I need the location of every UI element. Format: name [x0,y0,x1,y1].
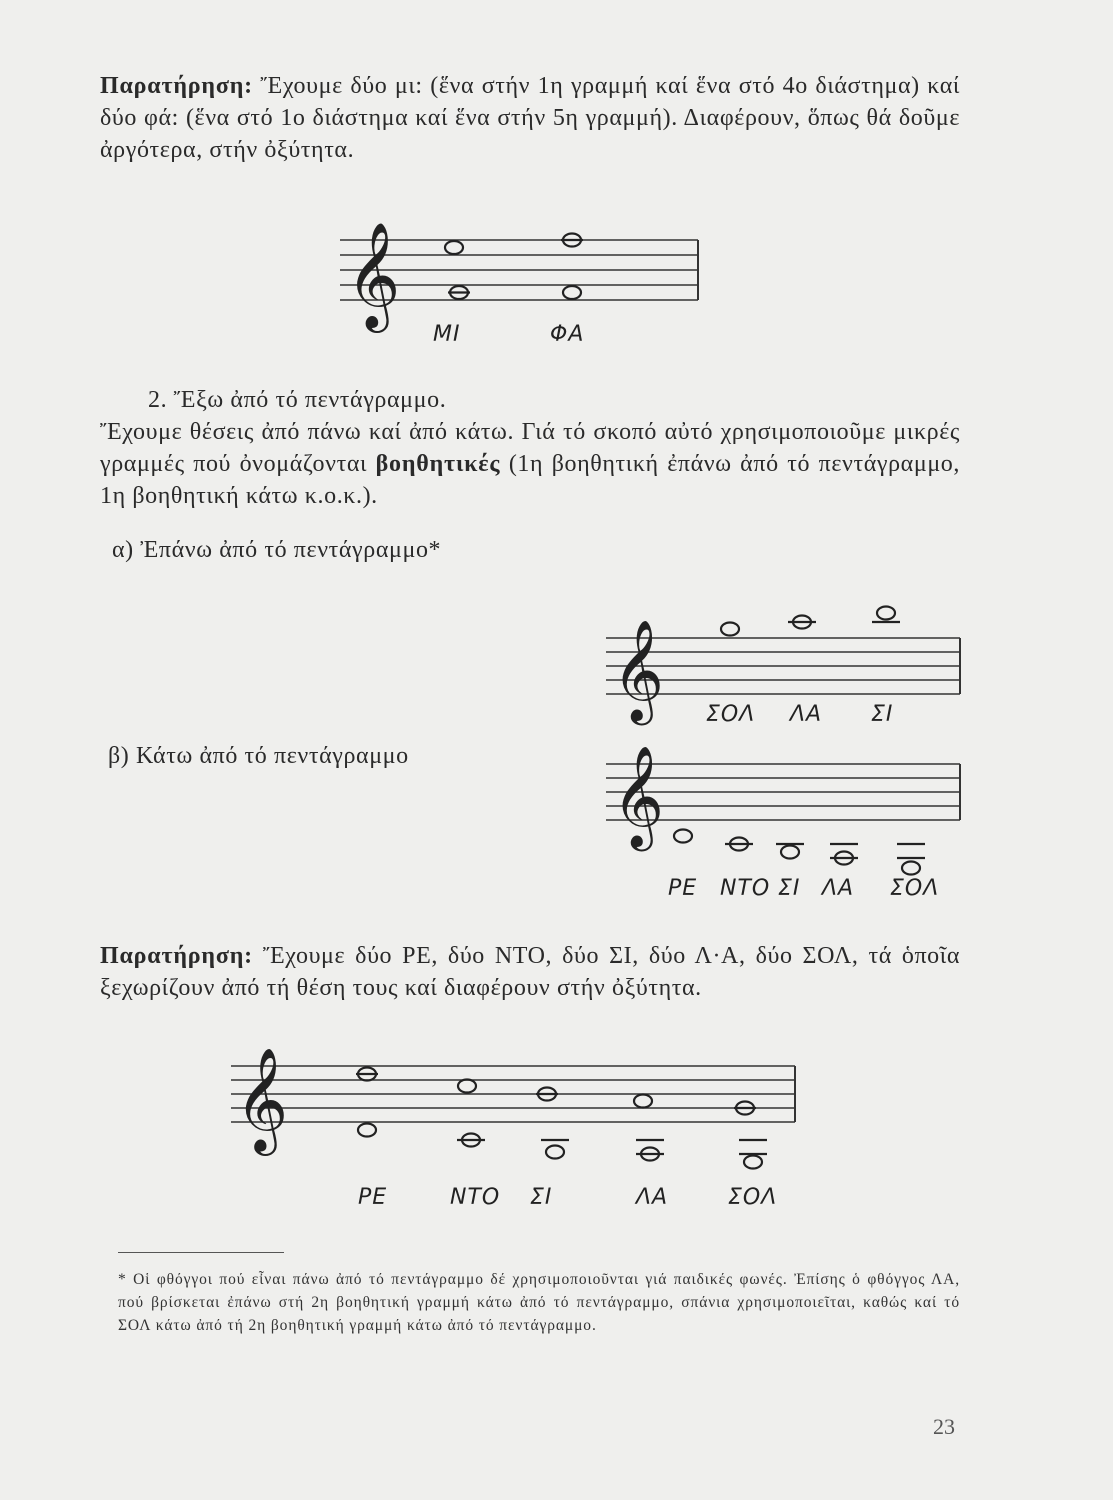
label-re: ΡΕ [358,1185,388,1210]
note-mi-upper [561,234,583,247]
page-number: 23 [933,1414,955,1439]
label-la-below: ΛΑ [822,876,855,901]
label-sol-below: ΣΟΛ [890,876,940,901]
label-si-below: ΣΙ [778,876,801,901]
note-sol-below [897,844,925,875]
treble-clef-icon: 𝄞 [612,744,665,847]
note-label: Παρατήρηση: [100,73,253,99]
staff-mi-fa [330,212,710,332]
label-si-above: ΣΙ [871,702,894,727]
note-si-lower [546,1146,564,1159]
label-do-below: ΝΤΟ [720,876,771,901]
section-paragraph [100,416,960,512]
label-si: ΣΙ [530,1185,553,1210]
note-fa-lower [563,286,581,299]
label-la-above: ΛΑ [790,702,823,727]
section-text-after: (1η βοηθητική ἐπάνω ἀπό τό πεντάγραμμο, 1η βοηθητική κάτω κ.ο.κ.). [100,451,960,509]
note-paragraph-2 [100,940,960,1004]
treble-clef-icon: 𝄞 [612,618,665,721]
note-re-lower [358,1124,376,1137]
section-heading: 2. Ἔξω ἀπό τό πεντάγραμμο. [148,387,447,413]
note-si-below [776,844,804,859]
label-sol-above: ΣΟΛ [706,702,756,727]
label-re-below: ΡΕ [668,876,698,901]
label-do: ΝΤΟ [450,1185,501,1210]
note-si-above [872,607,900,623]
note-sol-above [721,623,739,636]
note-sol-lower [744,1156,762,1169]
note-re-below [674,830,692,843]
note-la-upper [634,1095,652,1108]
note-mi-lower [448,286,470,299]
note-label: Παρατήρηση: [100,943,253,969]
label-mi: ΜΙ [433,322,461,347]
label-fa: ΦΑ [550,322,585,347]
note-text: Ἔχουμε δύο μι: (ἕνα στήν 1η γραμμή καί ἕνα στό 4ο διάστημα) καί δύο φά: (ἕνα στό 1ο διάστημα καί ἕνα στήν 5η γραμμή). Διαφέρουν, ὅπως θά δοῦμε ἀργότερα, στήν ὀξύτητα. [100,73,960,163]
subheading-below: β) Κάτω ἀπό τό πεντάγραμμο [108,743,409,769]
note-la-above [788,616,816,629]
section-bold-term: βοηθητικές [375,451,501,477]
section-text-before: Ἔχουμε θέσεις ἀπό πάνω καί ἀπό κάτω. Γιά τό σκοπό αὐτό χρησιμοποιοῦμε μικρές γραμμές πού ὀνομάζονται [100,419,960,477]
note-la-below [830,844,858,865]
label-la: ΛΑ [636,1185,669,1210]
note-do-upper [458,1080,476,1093]
staff-comparison [225,1036,805,1176]
subheading-above: α) Ἐπάνω ἀπό τό πεντάγραμμο* [112,537,442,563]
footnote: * Οἱ φθόγγοι πού εἶναι πάνω ἀπό τό πεντάγραμμο δέ χρησιμοποιοῦνται γιά παιδικές φωνές. Ἐπίσης ὁ φθόγγος ΛΑ, πού βρίσκεται ἐπάνω στή 2η βοηθητική γραμμή κάτω ἀπό τό πεντάγραμμο, σπάνια χρησιμοποιεῖται, καθώς καί τό ΣΟΛ κάτω ἀπό τή 2η βοηθητική γραμμή κάτω ἀπό τό πεντάγραμμο. [118,1271,960,1334]
treble-clef-icon: 𝄞 [235,1047,289,1152]
note-do-below [725,838,753,851]
note-text: Ἔχουμε δύο ΡΕ, δύο ΝΤΟ, δύο ΣΙ, δύο Λ·Α, δύο ΣΟΛ, τά ὁποῖα ξεχωρίζουν ἀπό τή θέση τους καί διαφέρουν στήν ὀξύτητα. [100,943,960,1001]
note-paragraph-1 [100,70,960,166]
treble-clef-icon: 𝄞 [346,221,401,328]
label-sol: ΣΟΛ [728,1185,778,1210]
staff-above-ledger [600,600,970,720]
note-fa-upper [445,241,463,254]
staff-below-ledger [600,730,970,880]
footnote-rule [118,1252,284,1253]
